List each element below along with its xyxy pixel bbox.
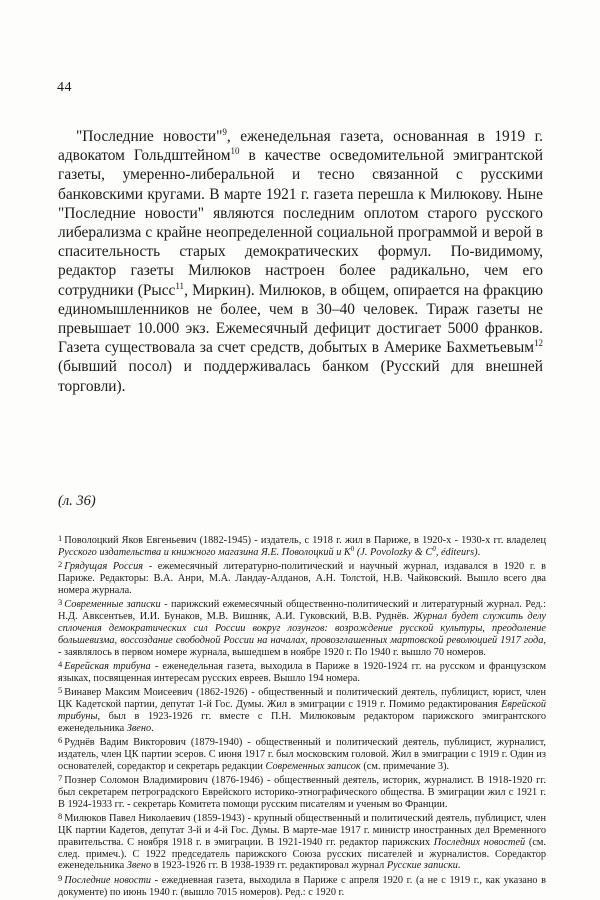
footnote-text: . bbox=[477, 546, 481, 558]
footnote-text: Познер Соломон Владимирович (1876-1946) - общественный деятель, историк, журналист. В 1918-1920 гг. был секретарем петроградского Еврейского историко-этнографического общества. В эмиграции жил с 1921 г. В 1924-1933 гг. - секретарь Комитета помощи русским писателям и ученым во Франции. bbox=[58, 775, 546, 810]
footnote-number: 7 bbox=[58, 773, 63, 784]
footnote-text: Милюков Павел Николаевич (1859-1943) - крупный общественный и политический деятель, публицист, член ЦК партии Кадетов, депутат 3-й и 4-й Гос. Думы. В марте-мае 1917 г. министр иностранных дел Временного правительства. С ноября 1918 г. в эмиграции. В 1921-1940 гг. редактор парижских bbox=[58, 813, 546, 848]
footnote-text: . bbox=[151, 722, 154, 734]
footnote-number: 4 bbox=[58, 658, 63, 669]
footnote-2 bbox=[58, 559, 546, 597]
footnote-text: в 1923-1926 гг. В 1938-1939 гг. редактировал журнал bbox=[151, 860, 387, 872]
footnote-title: Звено bbox=[126, 860, 152, 872]
main-text-part: в качестве осведомительной эмигрантской газеты, умеренно-либеральной и тесно связанной с русскими банковскими кругами. В марте 1921 г. газета перешла к Милюкову. Ныне "Последние новости" являются последним оплотом старого русского либерализма с крайне неопределенной социальной программой и верой в спасительность старых демократических формул. По-видимому, редактор газеты Милюков настроен более радикально, чем его сотрудники (Рысс bbox=[58, 147, 543, 299]
footnote-text: - еженедельная газета, выходила в Париже в 1920-1924 гг. на русском и французском языках, посвященная интересам русских евреев. Вышло 194 номера. bbox=[58, 660, 546, 684]
footnote-number: 3 bbox=[58, 597, 63, 608]
footnote-text: - парижский ежемесячный общественно-политический и литературный журнал. Ред.: Н.Д. Авксентьев, И.И. Бунаков, М.В. Вишняк, А.И. Гуковский, В.В. Руднёв. bbox=[58, 599, 546, 623]
footnote-title: Еврейской трибуны bbox=[58, 698, 546, 722]
footnote-ref: 9 bbox=[222, 127, 227, 137]
footnotes-section bbox=[58, 533, 546, 899]
footnote-number: 2 bbox=[58, 559, 63, 570]
footnote-ref: 12 bbox=[534, 338, 543, 349]
footnote-title: Русские записки bbox=[386, 860, 458, 872]
footnote-title: Современных записок bbox=[265, 760, 361, 772]
footnote-3 bbox=[58, 597, 546, 658]
footnote-title: Еврейская трибуна bbox=[64, 660, 151, 672]
footnote-text: Винавер Максим Моисеевич (1862-1926) - общественный и политический деятель, публицист, юрист, член ЦК Кадетской партии, депутат 1-й Гос. Думы. Жил в эмиграции с 1919 г. Помимо редактирования bbox=[58, 687, 546, 710]
footnote-title: Современные записки bbox=[64, 599, 161, 611]
footnote-text: , - заявлялось в первом номере журнала, вышедшем в ноябре 1920 г. По 1940 г. вышло 70 номеров. bbox=[58, 634, 546, 658]
footnote-number: 5 bbox=[58, 685, 63, 696]
footnote-text: Поволоцкий Яков Евгеньевич (1882-1945) - издатель, с 1918 г. жил в Париже, в 1920-х - 1930-х гг. владелец bbox=[64, 535, 546, 546]
footnote-5 bbox=[58, 685, 546, 734]
footnote-title: Русского издательства и книжного магазина Я.Е. Поволоцкий и К bbox=[58, 546, 351, 558]
footnote-text: - ежемесячный литературно-политический и научный журнал, издавался в 1920 г. в Париже. Редакторы: В.А. Анри, М.А. Ландау-Алданов, А.Н. Толстой, Н.В. Чайковский. Вышло всего два номера журнала. bbox=[58, 561, 546, 596]
footnote-ref: 11 bbox=[175, 280, 185, 291]
footnote-title: (J. Povolozky & C bbox=[354, 546, 433, 558]
footnote-ref: 10 bbox=[230, 146, 240, 157]
main-text-part: "Последние новости" bbox=[76, 128, 223, 145]
footnote-number: 8 bbox=[58, 811, 63, 822]
footnote-9 bbox=[58, 873, 546, 899]
footnote-title: Звено bbox=[126, 722, 152, 734]
footnote-1 bbox=[58, 533, 546, 559]
footnote-title: , éditeurs) bbox=[435, 546, 478, 558]
footnote-4 bbox=[58, 659, 546, 685]
footnote-title: Последних новостей bbox=[433, 836, 526, 848]
footnote-superscript: 0 bbox=[350, 544, 355, 553]
footnote-text: , был в 1923-1926 гг. вместе с П.Н. Милюковым редактором парижского эмигрантского еженедельника bbox=[58, 710, 546, 734]
footnote-title: Грядущая Россия bbox=[64, 561, 144, 573]
main-text-part: , Миркин). Милюков, в общем, опирается на фракцию единомышленников не более, чем в 30–40 человек. Тираж газеты не превышает 10.000 экз. Ежемесячный дефицит достигает 5000 франков. Газета существовала за счет средств, добытых в Америке Бахметьевым bbox=[58, 281, 543, 357]
footnote-text: (см. примечание 3). bbox=[360, 760, 450, 772]
footnote-title: Последние новости bbox=[64, 874, 152, 886]
sheet-reference: (л. 36) bbox=[58, 493, 96, 509]
footnote-7 bbox=[58, 773, 546, 811]
footnote-6 bbox=[58, 735, 546, 773]
footnote-superscript: 0 bbox=[432, 544, 436, 553]
footnote-text: Руднёв Вадим Викторович (1879-1940) - общественный и политический деятель, публицист, журналист, издатель, член ЦК партии эсеров. С июня 1917 г. был московским головой. Жил в эмиграции с 1919 г. Один из основателей, соредактор и секретарь редакции bbox=[58, 737, 546, 772]
footnote-number: 6 bbox=[58, 735, 63, 745]
footnote-number: 1 bbox=[58, 533, 63, 543]
footnote-text: . bbox=[457, 860, 461, 872]
main-text-part: (бывший посол) и поддерживалась банком (Русский для внешней торговли). bbox=[58, 358, 543, 395]
footnote-quote: Журнал будет служить делу сплочения демократических сил России вокруг лозунгов: возрождение русской культуры, преодоление большевизма, воссоздание свободной России на началах, провозглашенных мартовской революцией 1917 года bbox=[58, 611, 547, 646]
footnote-8 bbox=[58, 811, 546, 872]
footnote-text: - ежедневная газета, выходила в Париже с апреля 1920 г. (а не с 1919 г., как указано в документе) по июнь 1940 г. (вышло 7015 номеров). Ред.: с 1920 г. bbox=[58, 874, 547, 898]
footnote-number: 9 bbox=[58, 872, 63, 883]
page-number: 44 bbox=[57, 80, 72, 95]
main-text-part: , еженедельная газета, основанная в 1919 г. адвокатом Гольдштейном bbox=[58, 128, 543, 165]
footnote-text: (см. след. примеч.). С 1922 председатель парижского Союза русских писателей и журналистов. Соредактор еженедельника bbox=[58, 836, 546, 872]
main-paragraph bbox=[58, 127, 543, 396]
